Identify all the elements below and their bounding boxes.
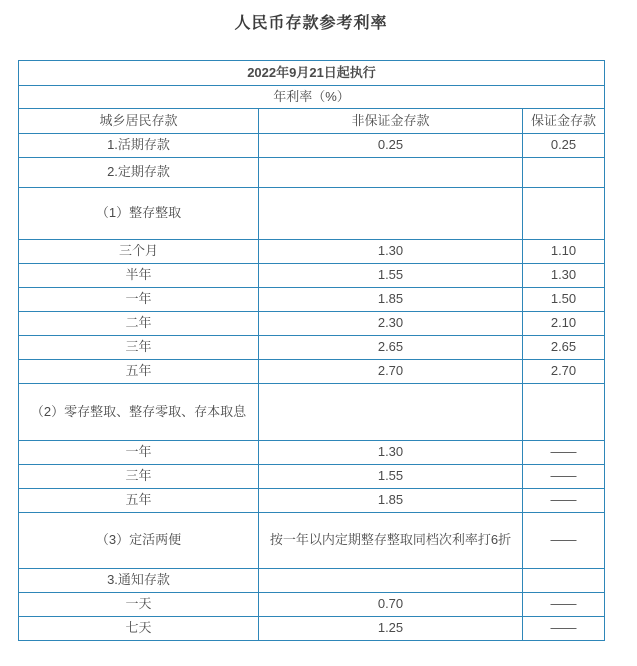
cell-margin-rate	[523, 569, 605, 593]
cell-non-margin-rate	[259, 158, 523, 188]
cell-deposit-item: （2）零存整取、整存零取、存本取息	[19, 384, 259, 441]
cell-non-margin-rate	[259, 569, 523, 593]
cell-non-margin-rate: 1.55	[259, 264, 523, 288]
annual-rate-unit-label: 年利率（%）	[19, 86, 605, 109]
column-header-non-margin-deposit: 非保证金存款	[259, 109, 523, 134]
table-row	[19, 441, 605, 465]
cell-deposit-item: 三年	[19, 336, 259, 360]
cell-margin-rate: 2.70	[523, 360, 605, 384]
header-row	[19, 109, 605, 134]
rates-tbody	[19, 61, 605, 641]
cell-deposit-item: 1.活期存款	[19, 134, 259, 158]
cell-margin-rate: ——	[523, 513, 605, 569]
cell-margin-rate: 1.50	[523, 288, 605, 312]
cell-deposit-item: 五年	[19, 489, 259, 513]
cell-deposit-item: 一年	[19, 441, 259, 465]
cell-margin-rate: 2.10	[523, 312, 605, 336]
effective-date: 2022年9月21日起执行	[19, 61, 605, 86]
cell-deposit-item: 3.通知存款	[19, 569, 259, 593]
cell-deposit-item: 五年	[19, 360, 259, 384]
cell-margin-rate: ——	[523, 617, 605, 641]
cell-deposit-item: 半年	[19, 264, 259, 288]
cell-margin-rate: ——	[523, 489, 605, 513]
table-row	[19, 360, 605, 384]
table-row	[19, 134, 605, 158]
cell-deposit-item: 一年	[19, 288, 259, 312]
cell-non-margin-rate: 按一年以内定期整存整取同档次利率打6折	[259, 513, 523, 569]
cell-deposit-item: 2.定期存款	[19, 158, 259, 188]
cell-non-margin-rate: 0.70	[259, 593, 523, 617]
table-row	[19, 240, 605, 264]
table-row	[19, 569, 605, 593]
page-title: 人民币存款参考利率	[234, 15, 388, 32]
cell-non-margin-rate: 1.55	[259, 465, 523, 489]
cell-non-margin-rate	[259, 188, 523, 240]
cell-non-margin-rate: 1.85	[259, 489, 523, 513]
table-row	[19, 384, 605, 441]
cell-margin-rate	[523, 188, 605, 240]
cell-margin-rate: 1.30	[523, 264, 605, 288]
table-row	[19, 158, 605, 188]
cell-non-margin-rate: 2.70	[259, 360, 523, 384]
cell-non-margin-rate	[259, 384, 523, 441]
table-row	[19, 513, 605, 569]
cell-deposit-item: 三年	[19, 465, 259, 489]
cell-margin-rate: 0.25	[523, 134, 605, 158]
cell-non-margin-rate: 1.30	[259, 441, 523, 465]
cell-deposit-item: 一天	[19, 593, 259, 617]
cell-non-margin-rate: 2.65	[259, 336, 523, 360]
cell-non-margin-rate: 2.30	[259, 312, 523, 336]
table-row	[19, 489, 605, 513]
table-row	[19, 336, 605, 360]
cell-deposit-item: 七天	[19, 617, 259, 641]
table-row	[19, 312, 605, 336]
cell-non-margin-rate: 1.85	[259, 288, 523, 312]
cell-margin-rate	[523, 384, 605, 441]
column-header-deposit-category: 城乡居民存款	[19, 109, 259, 134]
cell-margin-rate: ——	[523, 441, 605, 465]
cell-non-margin-rate: 1.30	[259, 240, 523, 264]
table-row	[19, 593, 605, 617]
cell-margin-rate: ——	[523, 465, 605, 489]
cell-non-margin-rate: 0.25	[259, 134, 523, 158]
effective-date-row	[19, 61, 605, 86]
deposit-rates-table	[18, 60, 605, 641]
cell-deposit-item: （1）整存整取	[19, 188, 259, 240]
cell-deposit-item: 三个月	[19, 240, 259, 264]
table-row	[19, 288, 605, 312]
cell-margin-rate: 1.10	[523, 240, 605, 264]
annual-rate-unit-row	[19, 86, 605, 109]
cell-deposit-item: 二年	[19, 312, 259, 336]
cell-margin-rate: 2.65	[523, 336, 605, 360]
table-row	[19, 617, 605, 641]
table-row	[19, 188, 605, 240]
cell-margin-rate: ——	[523, 593, 605, 617]
table-row	[19, 465, 605, 489]
column-header-margin-deposit: 保证金存款	[523, 109, 605, 134]
cell-deposit-item: （3）定活两便	[19, 513, 259, 569]
cell-margin-rate	[523, 158, 605, 188]
table-row	[19, 264, 605, 288]
cell-non-margin-rate: 1.25	[259, 617, 523, 641]
